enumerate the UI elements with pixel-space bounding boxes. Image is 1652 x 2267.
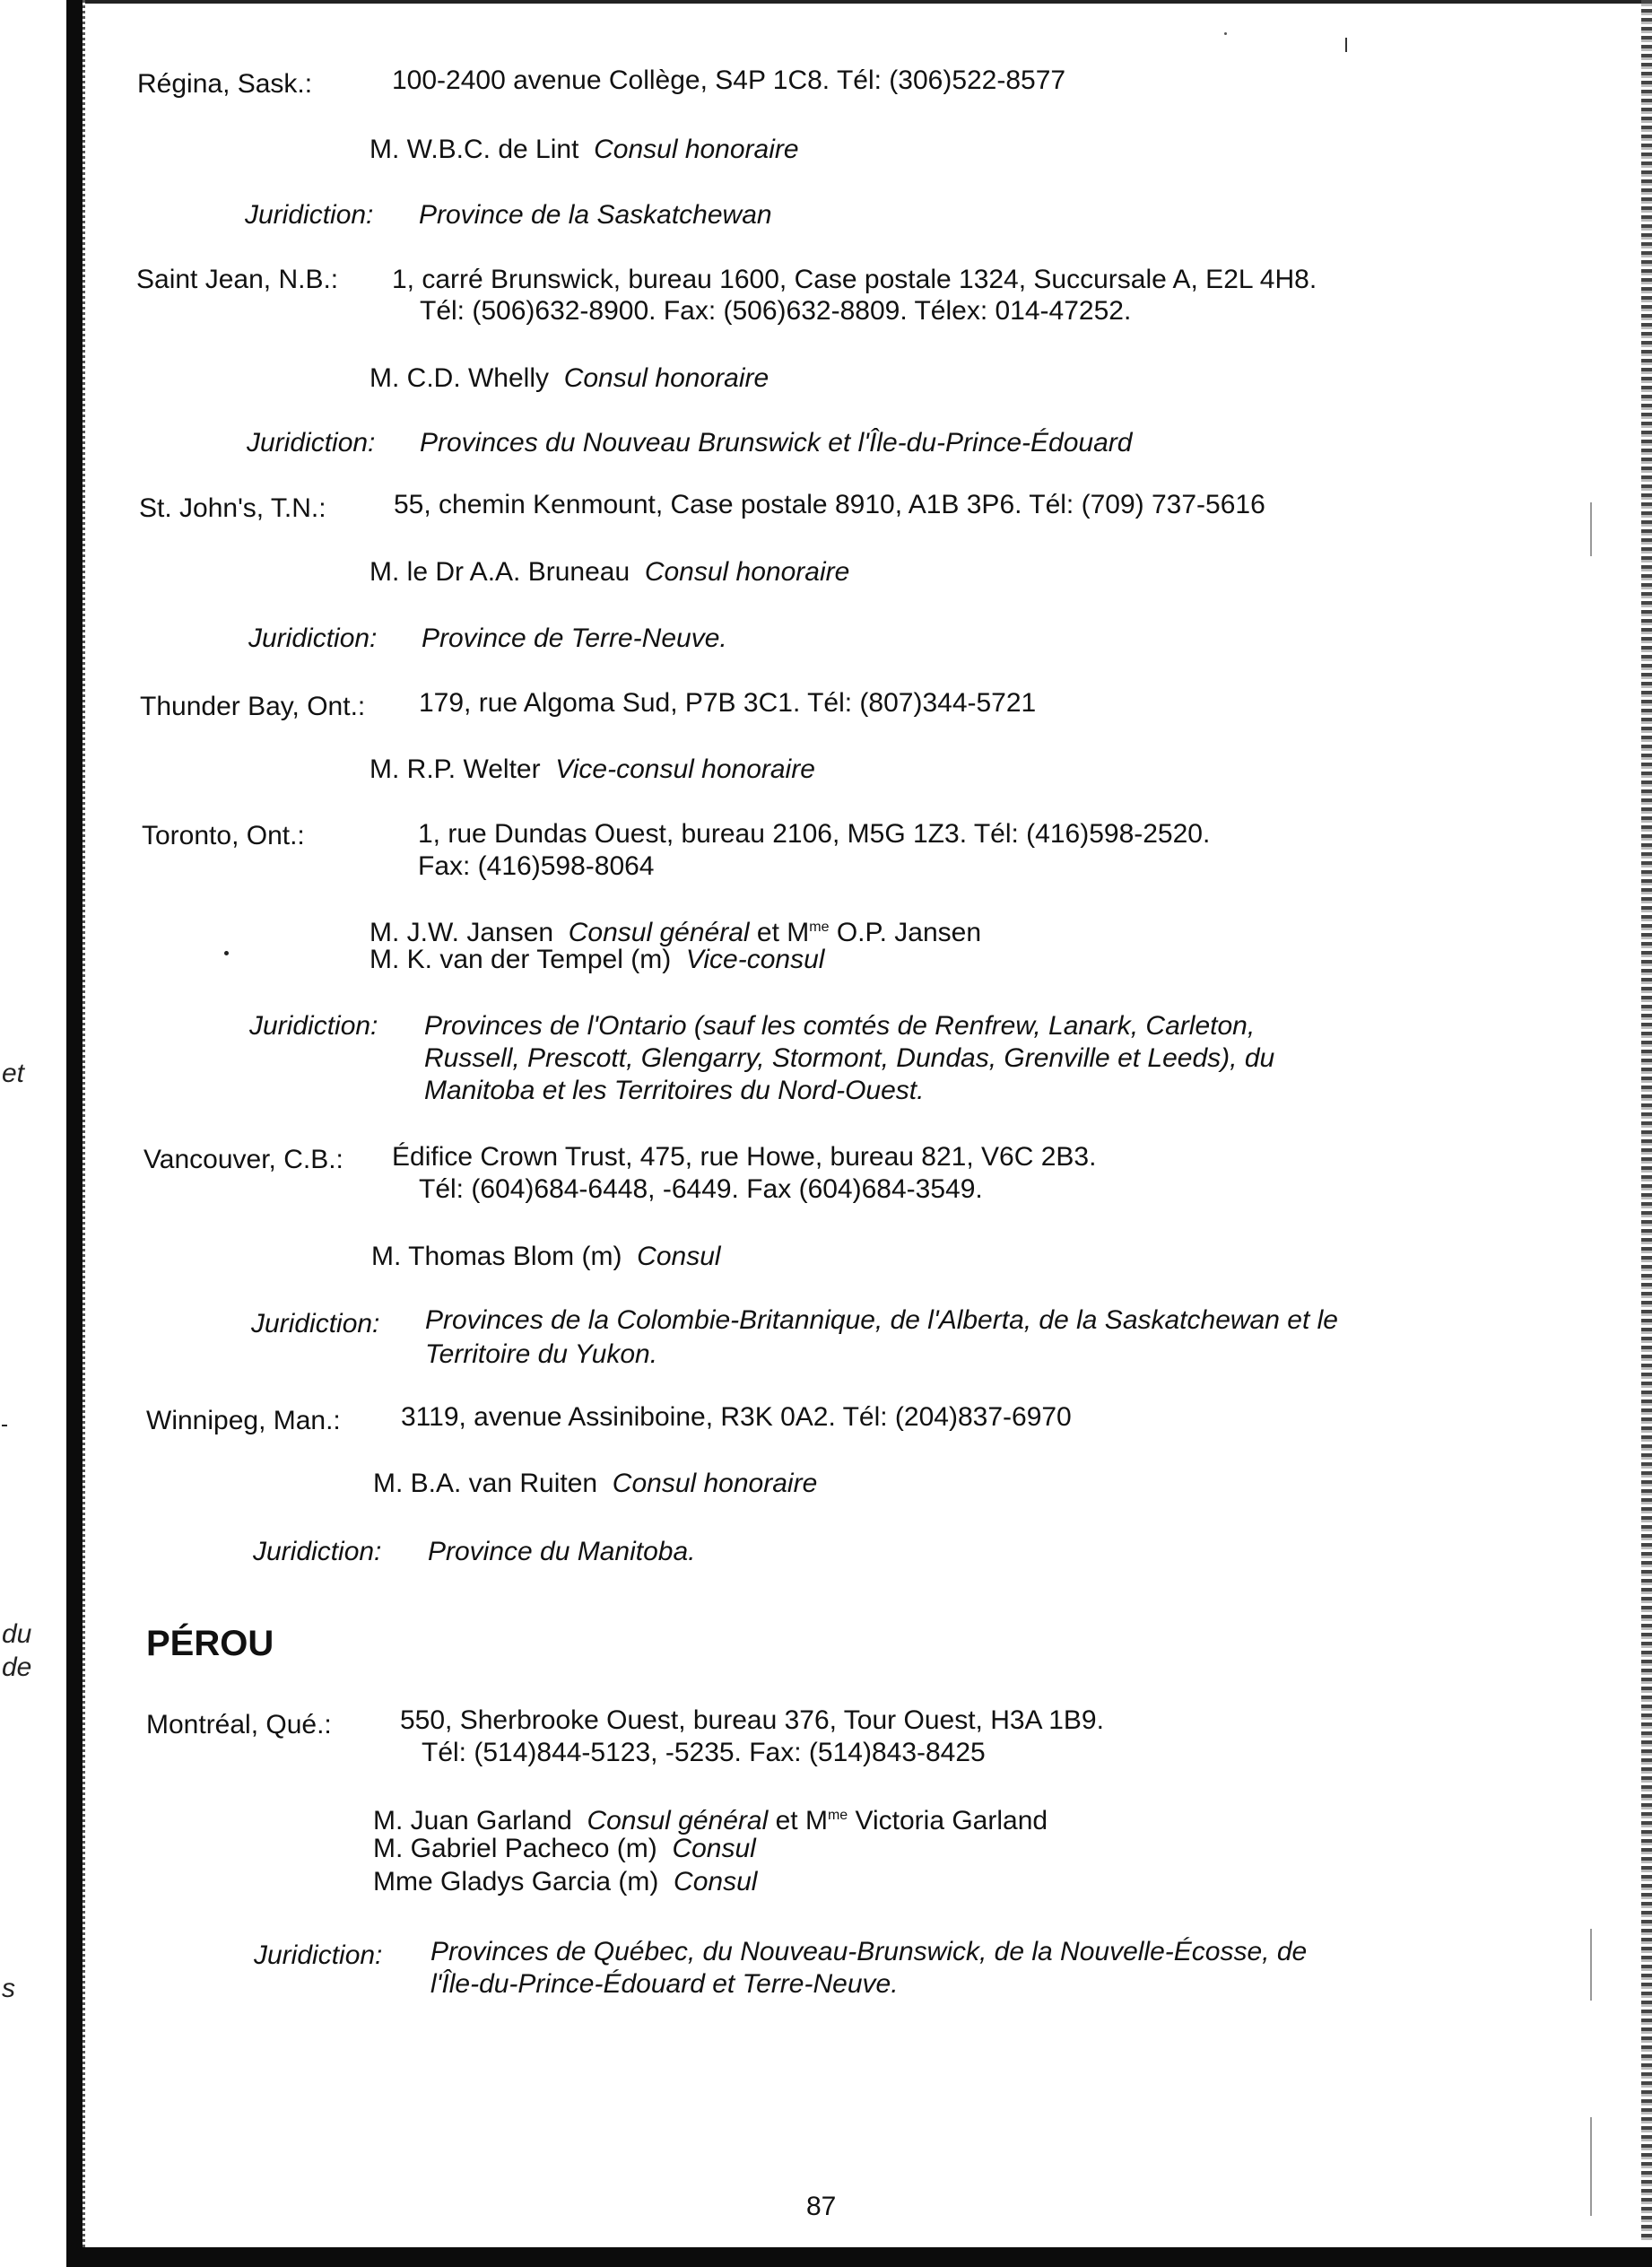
official-name: M. Gabriel Pacheco (m) [373,1834,657,1863]
official-name: M. B.A. van Ruiten [373,1469,598,1498]
address-line: 550, Sherbrooke Ouest, bureau 376, Tour Ouest, H3A 1B9. [400,1705,1104,1735]
official-title: Consul honoraire [594,135,799,164]
official-suffix: et M [775,1806,828,1835]
official-line [370,942,824,978]
jurisdiction-text: Provinces de l'Ontario (sauf les comtés de Renfrew, Lanark, Carleton, [424,1011,1256,1041]
official-line [370,554,849,590]
address-line: Tél: (514)844-5123, -5235. Fax: (514)843-8425 [422,1738,986,1767]
city-label: Régina, Sask.: [137,69,313,99]
address-line: 1, rue Dundas Ouest, bureau 2106, M5G 1Z3. Tél: (416)598-2520. [418,819,1211,849]
official-title: Consul [637,1242,721,1271]
jurisdiction-text: l'Île-du-Prince-Édouard et Terre-Neuve. [430,1969,899,1999]
official-name: M. le Dr A.A. Bruneau [370,557,630,587]
official-line [373,1831,756,1867]
jurisdiction-label: Juridiction: [251,1309,380,1338]
address-line: Édifice Crown Trust, 475, rue Howe, bureau 821, V6C 2B3. [392,1142,1097,1172]
jurisdiction-label: Juridiction: [248,623,378,653]
official-suffix: O.P. Jansen [829,918,982,947]
official-name: M. C.D. Whelly [370,363,550,393]
official-title: Consul général [587,1806,769,1835]
city-label: St. John's, T.N.: [139,493,326,523]
official-title: Consul honoraire [612,1469,818,1498]
bullet-mark [224,951,229,955]
margin-fragment: du [2,1619,32,1649]
official-name: M. Thomas Blom (m) [371,1242,622,1271]
official-name: M. Juan Garland [373,1806,572,1835]
address-line: Fax: (416)598-8064 [418,851,655,881]
address-line: Tél: (604)684-6448, -6449. Fax (604)684-3549. [419,1174,983,1204]
jurisdiction-label: Juridiction: [254,1940,383,1970]
margin-fragment: de [2,1652,32,1682]
address-line: 3119, avenue Assiniboine, R3K 0A2. Tél: (204)837-6970 [401,1402,1072,1432]
official-title: Consul honoraire [644,557,850,587]
address-line: 1, carré Brunswick, bureau 1600, Case postale 1324, Succursale A, E2L 4H8. [392,265,1317,294]
city-label: Winnipeg, Man.: [146,1406,341,1435]
official-line [373,1466,817,1502]
city-label: Saint Jean, N.B.: [136,265,339,294]
jurisdiction-text: Provinces du Nouveau Brunswick et l'Île-du-Prince-Édouard [420,428,1133,458]
address-line: 179, rue Algoma Sud, P7B 3C1. Tél: (807)344-5721 [419,688,1037,718]
official-suffix-sup: me [809,920,830,935]
jurisdiction-text: Province du Manitoba. [428,1537,696,1566]
official-title: Consul honoraire [563,363,769,393]
official-name: M. W.B.C. de Lint [370,135,579,164]
official-line [370,132,799,168]
jurisdiction-text: Province de Terre-Neuve. [422,623,727,653]
jurisdiction-text: Russell, Prescott, Glengarry, Stormont, Dundas, Grenville et Leeds), du [424,1043,1275,1073]
official-suffix: et M [756,918,810,947]
official-name: M. K. van der Tempel (m) [370,945,672,974]
jurisdiction-text: Province de la Saskatchewan [419,200,772,230]
jurisdiction-label: Juridiction: [253,1537,382,1566]
official-name: Mme Gladys Garcia (m) [373,1867,659,1896]
official-line [371,1239,721,1275]
jurisdiction-text: Territoire du Yukon. [425,1339,658,1369]
official-title: Vice-consul honoraire [555,754,815,784]
official-line [370,752,815,788]
official-title: Consul [672,1834,756,1863]
city-label: Montréal, Qué.: [146,1710,332,1739]
jurisdiction-text: Provinces de Québec, du Nouveau-Brunswick, de la Nouvelle-Écosse, de [430,1937,1308,1966]
official-title: Consul [674,1867,758,1896]
city-label: Thunder Bay, Ont.: [140,692,366,721]
address-line: 100-2400 avenue Collège, S4P 1C8. Tél: (306)522-8577 [392,65,1066,95]
official-line [370,361,769,397]
official-name: M. R.P. Welter [370,754,541,784]
city-label: Toronto, Ont.: [142,821,305,850]
margin-fragment: s [2,1974,15,2003]
jurisdiction-text: Manitoba et les Territoires du Nord-Ouest. [424,1076,925,1105]
city-label: Vancouver, C.B.: [143,1145,343,1174]
address-line: Tél: (506)632-8900. Fax: (506)632-8809. Télex: 014-47252. [420,296,1132,326]
official-suffix: Victoria Garland [848,1806,1048,1835]
official-name: M. J.W. Jansen [370,918,554,947]
margin-fragment: et [2,1059,25,1088]
official-suffix-sup: me [827,1808,848,1823]
official-title: Consul général [568,918,750,947]
page-number: 87 [806,2192,837,2221]
jurisdiction-label: Juridiction: [247,428,376,458]
jurisdiction-text: Provinces de la Colombie-Britannique, de l'Alberta, de la Saskatchewan et le [425,1305,1338,1335]
address-line: 55, chemin Kenmount, Case postale 8910, A1B 3P6. Tél: (709) 737-5616 [394,490,1265,519]
jurisdiction-label: Juridiction: [249,1011,378,1041]
official-title: Vice-consul [685,945,825,974]
section-heading: PÉROU [146,1624,274,1663]
official-line [373,1864,757,1900]
jurisdiction-label: Juridiction: [245,200,374,230]
